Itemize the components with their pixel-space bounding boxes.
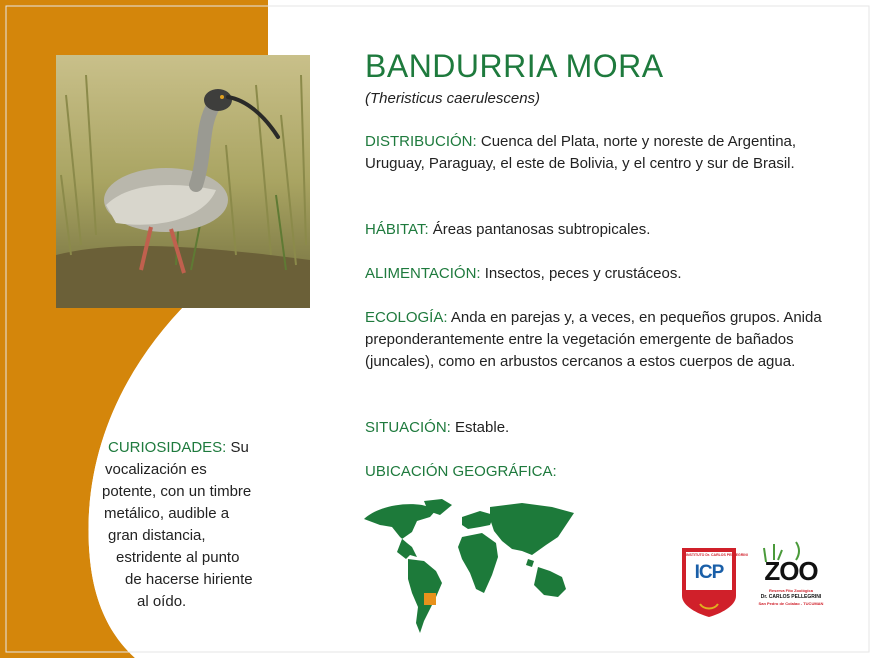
ecology-label: ECOLOGÍA: (365, 309, 448, 326)
zoo-logo (752, 540, 830, 610)
diet-label: ALIMENTACIÓN: (365, 265, 481, 282)
species-range-marker (424, 593, 436, 605)
page-title: BANDURRIA MORA (365, 48, 664, 84)
habitat-text: Áreas pantanosas subtropicales. (428, 221, 651, 238)
icp-logo-letters: ICP (694, 562, 724, 583)
icp-logo-caption: INSTITUTO Dr. CARLOS PELLEGRINI (686, 553, 748, 557)
status-text: Estable. (450, 419, 510, 436)
bird-photo (56, 55, 310, 308)
location-section (365, 461, 835, 483)
curiosities-line: potente, con un timbre (102, 483, 252, 500)
curiosities-line: Su (226, 439, 249, 456)
curiosities-label: CURIOSIDADES: (108, 439, 227, 456)
ecology-section (365, 307, 835, 373)
scientific-name: (Theristicus caerulescens) (365, 90, 541, 107)
zoo-logo-word: ZOO (764, 556, 818, 586)
zoo-logo-line1: Reserva Fito Zoológica (768, 588, 813, 593)
icp-logo (680, 546, 748, 618)
curiosities-line: estridente al punto (116, 549, 240, 566)
curiosities-line: metálico, audible a (104, 505, 230, 522)
curiosities-line: de hacerse hiriente (125, 571, 253, 588)
diet-section (365, 263, 835, 285)
habitat-section (365, 219, 835, 241)
zoo-logo-line3: San Pedro de Colalao - TUCUMAN (758, 601, 824, 606)
status-label: SITUACIÓN: (365, 419, 451, 436)
habitat-label: HÁBITAT: (365, 221, 429, 238)
status-section (365, 417, 835, 439)
ecology-text: Anda en parejas y, a veces, en pequeños grupos. Anida preponderantemente entre la vegetación emergente de bañados (juncales), como en arbustos cercanos a estos cuerpos de agua. (365, 309, 822, 370)
diet-text: Insectos, peces y crustáceos. (480, 265, 682, 282)
curiosities-line: al oído. (137, 593, 187, 610)
curiosities-line: gran distancia, (108, 527, 206, 544)
zoo-logo-line2: Dr. CARLOS PELLEGRINI (760, 594, 822, 600)
distribution-label: DISTRIBUCIÓN: (365, 133, 477, 150)
world-map (362, 497, 580, 637)
location-label: UBICACIÓN GEOGRÁFICA: (365, 463, 557, 480)
curiosities-line: vocalización es (105, 461, 207, 478)
distribution-section (365, 131, 835, 175)
distribution-text: Cuenca del Plata, norte y noreste de Argentina, Uruguay, Paraguay, el este de Bolivia, y el centro y sur de Brasil. (365, 133, 797, 172)
